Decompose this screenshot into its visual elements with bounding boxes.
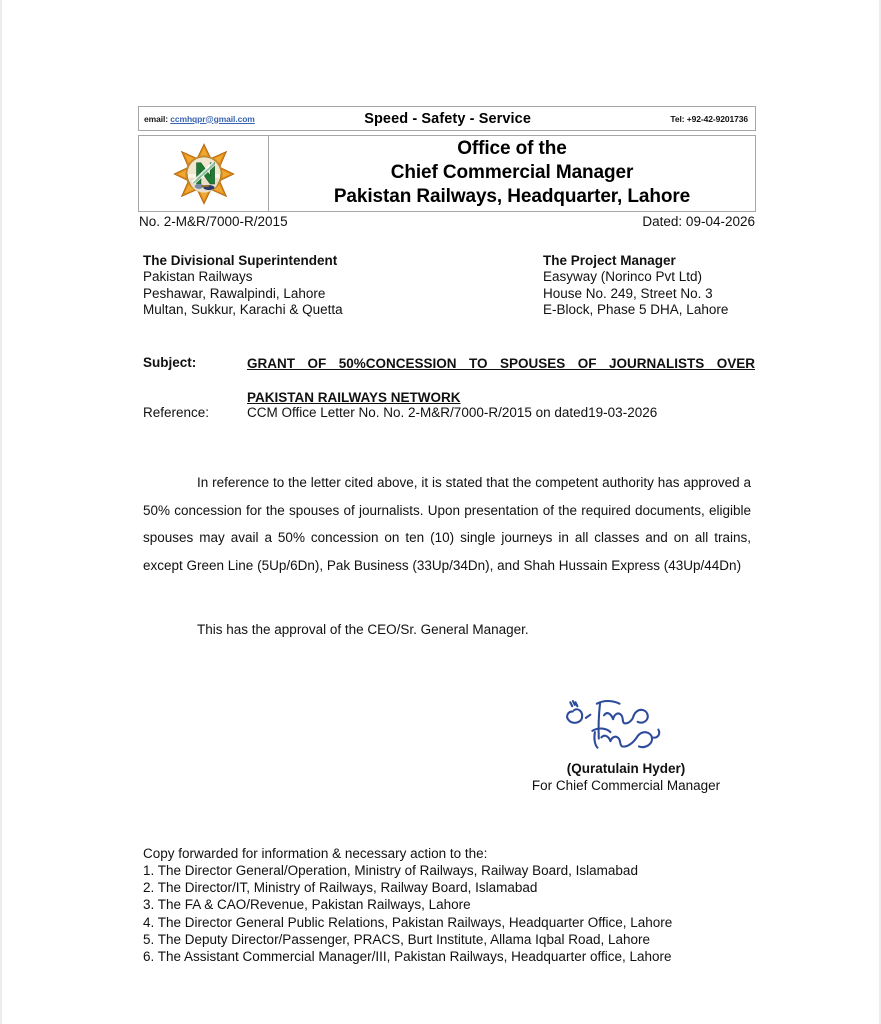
signatory-role: For Chief Commercial Manager [531,778,721,793]
office-title-cell [269,136,755,211]
approval-line: This has the approval of the CEO/Sr. General Manager. [197,622,529,637]
email-address-link[interactable]: ccmhqpr@gmail.com [170,113,255,124]
addressee-right-line-3: E-Block, Phase 5 DHA, Lahore [543,301,729,317]
addressee-left [143,253,543,318]
signature-block [492,692,760,793]
header-contact-bar [138,106,756,131]
addressee-right-title: The Project Manager [543,253,676,268]
body-paragraph: In reference to the letter cited above, it is stated that the competent authority has approved a 50% concession for the spouses of journalists. Upon presentation of the required documents, eligible spouses may avail a 50% concession on ten (10) single journeys in all classes and on all trains, except Green Line (5Up/6Dn), Pak Business (33Up/34Dn), and Shah Hussain Express (43Up/44Dn) [143,475,751,574]
reference-row [143,405,755,420]
copy-forwarded-item: 4. The Director General Public Relations, Pakistan Railways, Headquarter Office, Lahore [143,914,673,930]
letter-date: Dated: 09-04-2026 [642,214,755,229]
copy-forwarded-block [143,845,755,965]
letter-number: No. 2-M&R/7000-R/2015 [139,214,288,229]
addressee-right [543,253,755,318]
logo-cell [139,136,269,211]
addressee-left-title: The Divisional Superintendent [143,253,338,268]
motto-text: Speed - Safety - Service [364,110,531,127]
email-label: email: [144,113,168,124]
subject-line-1: GRANT OF 50%CONCESSION TO SPOUSES OF JOURNALISTS OVER [247,356,755,371]
subject-label: Subject: [143,355,197,370]
addressee-block [143,253,755,318]
subject-row [143,355,755,406]
telephone-text: Tel: +92-42-9201736 [670,113,748,124]
copy-forwarded-item: 2. The Director/IT, Ministry of Railways, Railway Board, Islamabad [143,880,538,896]
office-title-line-2: Chief Commercial Manager [390,161,634,183]
copy-forwarded-item: 6. The Assistant Commercial Manager/III, Pakistan Railways, Headquarter office, Lahore [143,948,672,964]
header-title-box [138,135,756,212]
addressee-right-line-1: Easyway (Norinco Pvt Ltd) [543,269,703,285]
office-title-line-1: Office of the [457,137,567,159]
signatory-name: (Quratulain Hyder) [566,761,686,776]
subject-text [247,355,755,406]
copy-forwarded-heading: Copy forwarded for information & necessary action to the: [143,846,488,861]
reference-label: Reference: [143,405,210,420]
addressee-left-line-2: Peshawar, Rawalpindi, Lahore [143,285,326,301]
copy-forwarded-item: 1. The Director General/Operation, Ministry of Railways, Railway Board, Islamabad [143,863,638,879]
letter-meta-row [139,214,755,229]
addressee-right-line-2: House No. 249, Street No. 3 [543,285,713,301]
reference-text: CCM Office Letter No. No. 2-M&R/7000-R/2015 on dated19-03-2026 [247,405,658,420]
subject-line-2: PAKISTAN RAILWAYS NETWORK [247,390,461,405]
addressee-left-line-1: Pakistan Railways [143,269,253,285]
copy-forwarded-item: 3. The FA & CAO/Revenue, Pakistan Railways, Lahore [143,897,471,913]
pakistan-railways-crest-icon [173,143,235,205]
handwritten-signature-icon [561,692,691,760]
office-title-line-3: Pakistan Railways, Headquarter, Lahore [333,186,691,208]
addressee-left-line-3: Multan, Sukkur, Karachi & Quetta [143,301,343,317]
copy-forwarded-item: 5. The Deputy Director/Passenger, PRACS, Burt Institute, Allama Iqbal Road, Lahore [143,931,651,947]
